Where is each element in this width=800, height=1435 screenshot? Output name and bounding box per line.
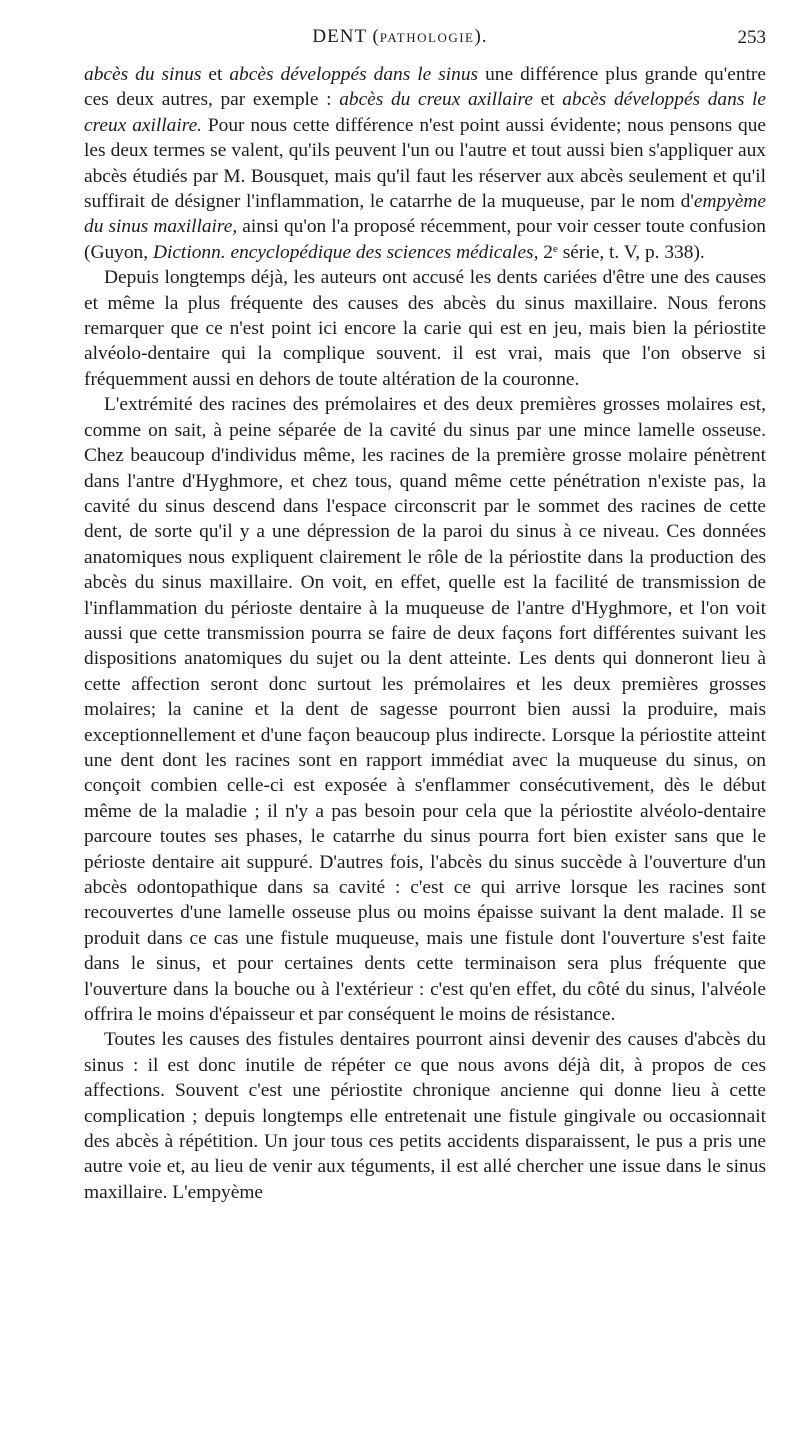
running-title-main: DENT (	[312, 26, 380, 47]
body-text	[84, 62, 766, 1205]
text-run: Toutes les causes des fistules dentaires pourront ainsi devenir des causes d'abcès du sinus : il est donc inutile de répéter ce que nous avons déjà dit, à propos de ces affections. Souvent c'est une périostite chronique ancienne qui donne lieu à cette complication ; depuis longtemps elle entretenait une fistule gingivale ou occasionnait des abcès à répétition. Un jour tous ces petits accidents disparaissent, le pus a pris une autre voie et, au lieu de venir aux téguments, il est allé chercher une issue dans le sinus maxillaire. L'empyème	[84, 1029, 766, 1203]
paragraph	[84, 265, 766, 392]
italic-text: abcès du creux axillaire	[339, 89, 533, 111]
superscript: e	[553, 242, 558, 255]
paragraph	[84, 1027, 766, 1205]
italic-text: empyème du sinus maxillaire,	[84, 191, 766, 238]
running-header	[0, 26, 800, 54]
text-run: L'extrémité des racines des prémolaires et des deux premières grosses molaires est, comme on sait, à peine séparée de la cavité du sinus par une mince lamelle osseuse. Chez beaucoup d'individus même, les racines de la première grosse molaire pénètrent dans l'antre d'Hyghmore, et chez tous, quand même cette pénétration n'existe pas, la cavité du sinus descend dans l'espace circonscrit par le sommet des racines de cette dent, de sorte qu'il y a une dépression de la paroi du sinus à ce niveau. Ces données anatomiques nous expliquent clairement le rôle de la périostite dans la production des abcès du sinus maxillaire. On voit, en effet, quelle est la facilité de transmission de l'inflammation du périoste dentaire à la muqueuse de l'antre d'Hyghmore, et l'on voit aussi que cette transmission pourra se faire de deux façons fort différentes suivant les dispositions anatomiques du sujet ou la dent atteinte. Les dents qui donneront lieu à cette affection seront donc surtout les prémolaires et les deux premières grosses molaires; la canine et la dent de sagesse pourront bien aussi la produire, mais exceptionnellement et d'une façon beaucoup plus indirecte. Lorsque la périostite atteint une dent dont les racines sont en rapport immédiat avec la muqueuse du sinus, on conçoit combien celle-ci est exposée à s'enflammer consécutivement, dès le début même de la maladie ; il n'y a pas besoin pour cela que la périostite alvéolo-dentaire parcoure toutes ses phases, le catarrhe du sinus pourra fort bien exister sans que le périoste dentaire ait suppuré. D'autres fois, l'abcès du sinus succède à l'ouverture d'un abcès odontopathique dans sa cavité : c'est ce qui arrive lorsque les racines sont recouvertes d'une lamelle osseuse plus ou moins épaisse suivant la dent malade. Il se produit dans ce cas une fistule muqueuse, mais une fistule dont l'ouverture s'est faite dans le sinus, et pour certaines dents cette terminaison sera plus fréquente que l'ouverture dans la bouche ou à l'extérieur : c'est qu'en effet, du côté du sinus, l'alvéole offrira le moins d'épaisseur et par conséquent le moins de résistance.	[84, 394, 766, 1026]
text-run: ainsi qu'on l'a proposé récemment, pour voir cesser toute confusion (Guyon,	[84, 216, 766, 263]
paragraph	[84, 62, 766, 265]
text-run: et	[201, 64, 230, 85]
running-title-end: ).	[474, 26, 488, 47]
italic-text: abcès développés dans le sinus	[229, 64, 479, 85]
text-run: Depuis longtemps déjà, les auteurs ont accusé les dents cariées d'être une des causes et même la plus fréquente des causes des abcès du sinus maxillaire. Nous ferons remarquer que ce n'est point ici encore la carie qui est en jeu, mais bien la périostite alvéolo-dentaire qui la complique souvent. il est vrai, mais que l'on observe si fréquemment aussi en dehors de toute altération de la couronne.	[84, 267, 766, 390]
running-title-small-caps: PATHOLOGIE	[379, 30, 475, 45]
paragraph	[84, 392, 766, 1027]
text-run: une différence plus grande qu'entre ces deux autres, par exemple :	[84, 64, 766, 111]
italic-text: Dictionn. encyclopédique des sciences médicales,	[152, 241, 539, 263]
text-run: série, t. V, p. 338).	[557, 241, 705, 263]
text-run: Pour nous cette différence n'est point aussi évidente; nous pensons que les deux termes se valent, qu'ils peuvent l'un ou l'autre et tout aussi bien s'appliquer aux abcès étudiés par M. Bousquet, mais qu'il faut les réserver aux abcès seulement et qu'il suffirait de désigner l'inflammation, le catarrhe de la muqueuse, par le nom d'	[84, 114, 767, 213]
italic-text: abcès du sinus	[84, 64, 202, 85]
running-title	[0, 26, 800, 48]
italic-text: abcès développés dans le creux axillaire.	[84, 89, 766, 136]
text-run: et	[532, 89, 563, 111]
text-run: 2	[538, 241, 553, 263]
page-number: 253	[737, 27, 766, 48]
